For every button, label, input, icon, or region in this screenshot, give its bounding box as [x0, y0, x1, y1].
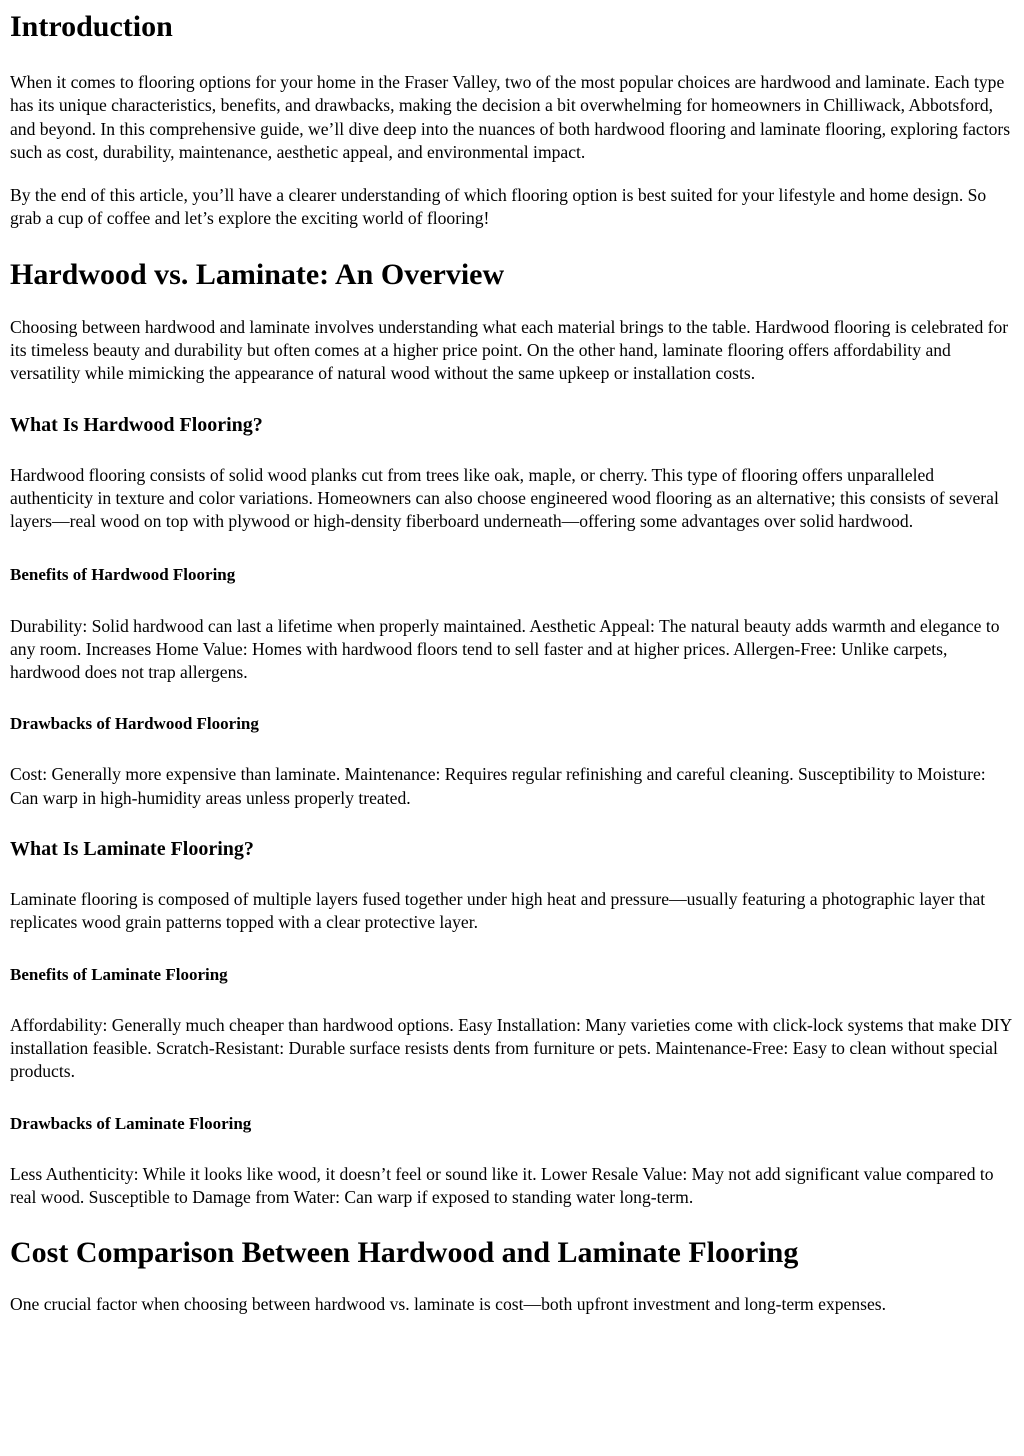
article — [0, 10, 1024, 1316]
laminate-heading: What Is Laminate Flooring? — [10, 838, 254, 861]
hardwood-drawbacks-heading: Drawbacks of Hardwood Flooring — [10, 714, 259, 734]
laminate-paragraph: Laminate flooring is composed of multiple layers fused together under high heat and pressure—usually featuring a photographic layer that replicates wood grain patterns topped with a clear protective layer. — [10, 889, 986, 933]
hardwood-drawbacks-paragraph: Cost: Generally more expensive than laminate. Maintenance: Requires regular refinishing and careful cleaning. Susceptibility to Moisture: Can warp in high-humidity areas unless properly treated. — [10, 764, 986, 808]
hardwood-heading: What Is Hardwood Flooring? — [10, 413, 263, 436]
hardwood-paragraph: Hardwood flooring consists of solid wood planks cut from trees like oak, maple, or cherry. This type of flooring offers unparalleled authenticity in texture and color variations. Homeowners can also choose engineered wood flooring as an alternative; this consists of several layers—real wood on top with plywood or high-density fiberboard underneath—offering some advantages over solid hardwood. — [10, 464, 999, 532]
laminate-benefits-heading: Benefits of Laminate Flooring — [10, 964, 228, 984]
overview-heading: Hardwood vs. Laminate: An Overview — [10, 257, 505, 291]
hardwood-benefits-paragraph: Durability: Solid hardwood can last a lifetime when properly maintained. Aesthetic Appeal: The natural beauty adds warmth and elegance to any room. Increases Home Value: Homes with hardwood floors tend to sell faster and at higher prices. Allergen-Free: Unlike carpets, hardwood does not trap allergens. — [10, 615, 1000, 683]
laminate-drawbacks-paragraph: Less Authenticity: While it looks like wood, it doesn’t feel or sound like it. Lower Resale Value: May not add significant value compared to real wood. Susceptible to Damage from Water: Can warp if exposed to standing water long-term. — [10, 1163, 994, 1207]
hardwood-benefits-heading: Benefits of Hardwood Flooring — [10, 564, 236, 584]
intro-paragraph-1: When it comes to flooring options for your home in the Fraser Valley, two of the most popular choices are hardwood and laminate. Each type has its unique characteristics, benefits, and drawbacks, making the decision a bit overwhelming for homeowners in Chilliwack, Abbotsford, and beyond. In this comprehensive guide, we’ll dive deep into the nuances of both hardwood flooring and laminate flooring, exploring factors such as cost, durability, maintenance, aesthetic appeal, and environmental impact. — [10, 72, 1011, 162]
laminate-drawbacks-heading: Drawbacks of Laminate Flooring — [10, 1113, 252, 1133]
cost-paragraph: One crucial factor when choosing between hardwood vs. laminate is cost—both upfront investment and long-term expenses. — [10, 1294, 887, 1315]
intro-heading: Introduction — [10, 10, 173, 43]
intro-paragraph-2: By the end of this article, you’ll have a clearer understanding of which flooring option is best suited for your lifestyle and home design. So grab a cup of coffee and let’s explore the exciting world of flooring! — [10, 185, 987, 229]
laminate-benefits-paragraph: Affordability: Generally much cheaper than hardwood options. Easy Installation: Many varieties come with click-lock systems that make DIY installation feasible. Scratch-Resistant: Durable surface resists dents from furniture or pets. Maintenance-Free: Easy to clean without special products. — [10, 1014, 1012, 1082]
overview-paragraph: Choosing between hardwood and laminate involves understanding what each material brings to the table. Hardwood flooring is celebrated for its timeless beauty and durability but often comes at a higher price point. On the other hand, laminate flooring offers affordability and versatility while mimicking the appearance of natural wood without the same upkeep or installation costs. — [10, 316, 1009, 384]
cost-heading: Cost Comparison Between Hardwood and Laminate Flooring — [10, 1236, 799, 1270]
